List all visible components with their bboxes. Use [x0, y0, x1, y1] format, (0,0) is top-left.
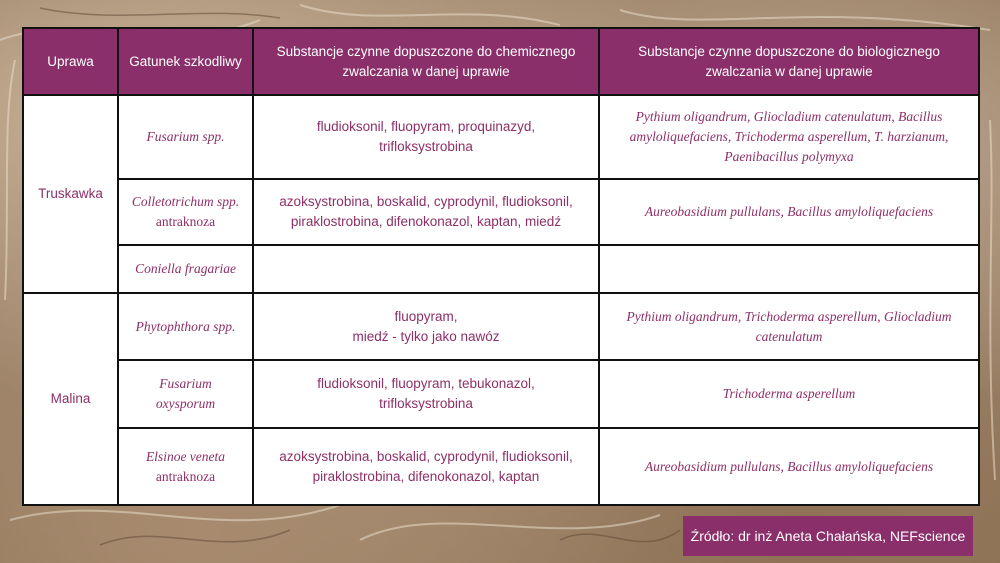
biological-line: Aureobasidium pullulans, Bacillus amyloliquefaciens	[644, 458, 934, 474]
chemical-cell-empty	[253, 245, 599, 293]
pest-cell: Coniella fragariae	[118, 245, 253, 293]
pesticide-table	[22, 27, 980, 506]
chemical-cell	[253, 428, 599, 505]
table-row	[23, 428, 979, 505]
table-row	[23, 245, 979, 293]
pest-name: Fusarium	[159, 376, 212, 391]
table-row	[23, 293, 979, 360]
biological-cell-empty	[599, 245, 979, 293]
table-row	[23, 179, 979, 245]
biological-line: amyloliquefaciens, Trichoderma asperellum, T. harzianum,	[629, 129, 949, 144]
biological-cell	[599, 428, 979, 505]
table-row	[23, 360, 979, 428]
header-biological: Substancje czynne dopuszczone do biologicznego zwalczania w danej uprawie	[599, 28, 979, 95]
chemical-line: piraklostrobina, difenokonazol, kaptan	[312, 468, 540, 484]
table-row	[23, 95, 979, 179]
chemical-line: miedź - tylko jako nawóz	[352, 328, 500, 344]
pest-cell	[118, 428, 253, 505]
pest-common-name: antraknoza	[155, 214, 216, 229]
biological-cell	[599, 293, 979, 360]
chemical-line: azoksystrobina, boskalid, cyprodynil, fludioksonil,	[279, 448, 573, 464]
pest-common-name: antraknoza	[155, 468, 216, 484]
biological-line: Aureobasidium pullulans, Bacillus amyloliquefaciens	[644, 204, 934, 219]
header-pest: Gatunek szkodliwy	[118, 28, 253, 95]
chemical-line: piraklostrobina, difenokonazol, kaptan, miedź	[290, 214, 562, 229]
biological-cell	[599, 360, 979, 428]
chemical-line: fludioksonil, fluopyram, proquinazyd,	[316, 119, 536, 134]
biological-cell	[599, 179, 979, 245]
chemical-line: fludioksonil, fluopyram, tebukonazol,	[317, 376, 535, 391]
table-header-row	[23, 28, 979, 95]
crop-raspberry: Malina	[23, 293, 118, 505]
pest-cell	[118, 360, 253, 428]
crop-strawberry: Truskawka	[23, 95, 118, 293]
biological-line: catenulatum	[755, 328, 823, 344]
biological-line: Pythium oligandrum, Trichoderma asperellum, Gliocladium	[626, 308, 952, 324]
chemical-cell	[253, 179, 599, 245]
header-crop: Uprawa	[23, 28, 118, 95]
chemical-cell	[253, 360, 599, 428]
chemical-line: trifloksystrobina	[379, 396, 473, 411]
biological-line: Paenibacillus polymyxa	[724, 149, 854, 164]
biological-line: Pythium oligandrum, Gliocladium catenulatum, Bacillus	[635, 109, 943, 124]
pest-cell	[118, 179, 253, 245]
biological-cell	[599, 95, 979, 179]
chemical-cell	[253, 293, 599, 360]
chemical-cell	[253, 95, 599, 179]
header-chemical: Substancje czynne dopuszczone do chemicznego zwalczania w danej uprawie	[253, 28, 599, 95]
pest-cell: Fusarium spp.	[118, 95, 253, 179]
source-credit: Źródło: dr inż Aneta Chałańska, NEFscience	[683, 516, 973, 556]
pest-cell: Phytophthora spp.	[118, 293, 253, 360]
pest-name: Elsinoe veneta	[145, 448, 226, 464]
chemical-line: trifloksystrobina	[379, 139, 473, 154]
pest-name: Colletotrichum spp.	[131, 194, 240, 209]
biological-line: Trichoderma asperellum	[722, 386, 856, 401]
chemical-line: azoksystrobina, boskalid, cyprodynil, fludioksonil,	[279, 194, 573, 209]
chemical-line: fluopyram,	[394, 308, 458, 324]
pest-name-line2: oxysporum	[155, 396, 216, 411]
